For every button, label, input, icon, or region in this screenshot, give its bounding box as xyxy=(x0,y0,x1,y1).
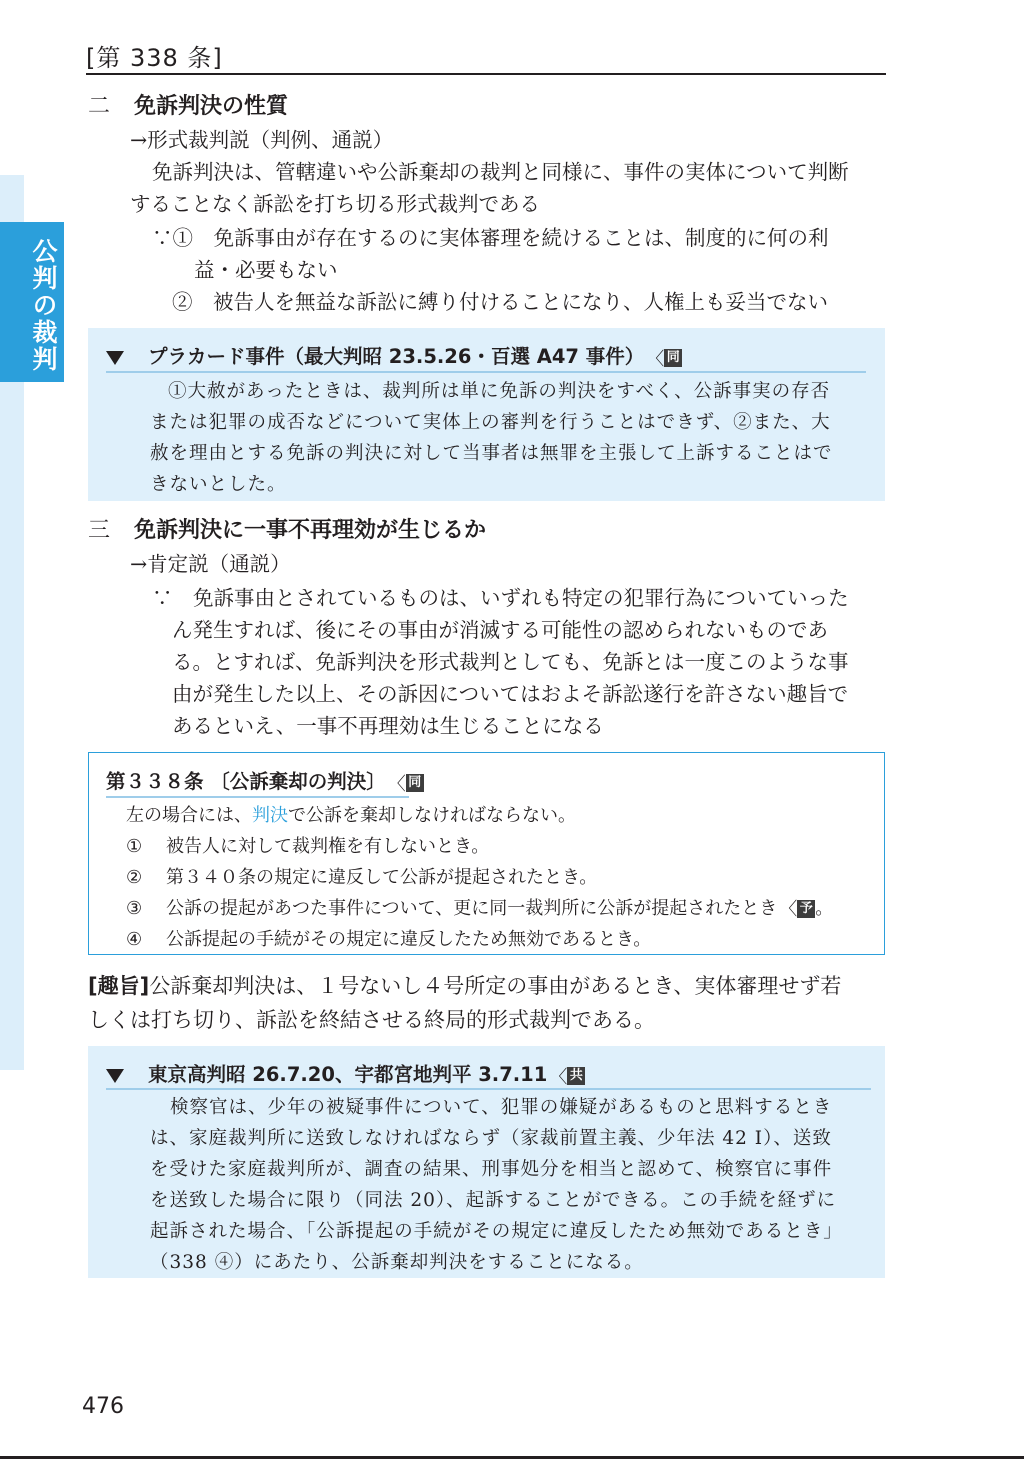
statute-item: ③ 公訴の提起があつた事件について、更に同一裁判所に公訴が提起されたとき 〈 予 。 xyxy=(126,893,833,925)
text-line: ん発生すれば、後にその事由が消滅する可能性の認められないものであ xyxy=(172,618,828,642)
case-text-line: ①大赦があったときは、裁判所は単に免訴の判決をすべく、公訴事実の存否 xyxy=(168,381,831,402)
case-text-line: を送致した場合に限り（同法 20）、起訴することができる。この手続を経ずに xyxy=(150,1190,837,1211)
case-text-line: （338 ④）にあたり、公訴棄却判決をすることになる。 xyxy=(150,1252,644,1273)
text-line: 益・必要もない xyxy=(194,258,338,282)
text-line: ∵① 免訴事由が存在するのに実体審理を続けることは、制度的に何の利 xyxy=(152,226,829,250)
case-box xyxy=(88,1046,885,1278)
text-line: る。とすれば、免訴判決を形式裁判としても、免訴とは一度このような事 xyxy=(172,650,849,674)
text-line: ∵ 免訴事由とされているものは、いずれも特定の犯罪行為についていった xyxy=(152,586,849,610)
preparatory-badge-icon: 〈 予 xyxy=(779,894,815,925)
article-header: [第 338 条] xyxy=(86,44,223,72)
case-text-line: きないとした。 xyxy=(150,474,287,495)
statute-underline xyxy=(106,796,409,798)
text-line: ② 被告人を無益な訴訟に縛り付けることになり、人権上も妥当でない xyxy=(172,290,828,314)
text-line: 免訴判決は、管轄違いや公訴棄却の裁判と同様に、事件の実体について判断 xyxy=(152,160,849,184)
case-text-line: 起訴された場合、「公訴提起の手続がその規定に違反したため無効であるとき」 xyxy=(150,1221,843,1242)
page-number: 476 xyxy=(82,1394,124,1419)
case-text-line: 赦を理由とする免訴の判決に対して当事者は無罪を主張して上訴することはで xyxy=(150,443,833,464)
triangle-bullet-icon xyxy=(106,1069,124,1083)
header-rule xyxy=(86,73,886,75)
case-text-line: は、家庭裁判所に送致しなければならず（家裁前置主義、少年法 42 Ⅰ）、送致 xyxy=(150,1128,832,1149)
section-title: 免訴判決の性質 xyxy=(134,93,289,119)
statute-title: 第３３８条 〔公訴棄却の判決〕 〈 同 xyxy=(106,766,424,796)
triangle-bullet-icon xyxy=(106,351,124,365)
statute-item: ④ 公訴提起の手続がその規定に違反したため無効であるとき。 xyxy=(126,929,652,950)
case-underline xyxy=(106,371,866,373)
case-title: 東京高判昭 26.7.20、宇都宮地判平 3.7.11 〈 共 xyxy=(106,1059,585,1089)
purpose-line: しくは打ち切り、訴訟を終結させる終局的形式裁判である。 xyxy=(88,1008,655,1032)
purpose-label: [趣旨] xyxy=(88,974,150,998)
text-line: あるといえ、一事不再理効は生じることになる xyxy=(172,714,604,738)
text-line: 由が発生した以上、その訴因についてはおよそ訴訟遂行を許さない趣旨で xyxy=(172,682,849,706)
statute-item: ② 第３４０条の規定に違反して公訴が提起されたとき。 xyxy=(126,867,598,888)
side-tab-label: 公判の裁判 xyxy=(29,238,58,373)
section-number: 二 xyxy=(88,94,111,119)
case-text-line: を受けた家庭裁判所が、調査の結果、刑事処分を相当と認めて、検察官に事件 xyxy=(150,1159,833,1180)
case-box xyxy=(88,328,885,501)
text-line: →形式裁判説（判例、通説） xyxy=(130,128,394,152)
section-heading-2 xyxy=(88,90,288,123)
same-badge-icon: 〈 同 xyxy=(646,345,682,371)
section-title: 免訴判決に一事不再理効が生じるか xyxy=(134,517,487,543)
case-text-line: または犯罪の成否などについて実体上の審判を行うことはできず、②また、大 xyxy=(150,412,831,433)
case-underline xyxy=(106,1088,871,1090)
case-text-line: 検察官は、少年の被疑事件について、犯罪の嫌疑があるものと思料するとき xyxy=(170,1097,833,1118)
section-heading-3 xyxy=(88,514,486,547)
judgment-link[interactable]: 判決 xyxy=(252,805,288,826)
section-number: 三 xyxy=(88,518,111,543)
statute-item: ① 被告人に対して裁判権を有しないとき。 xyxy=(126,836,490,857)
case-title: プラカード事件（最大判昭 23.5.26・百選 A47 事件） 〈 同 xyxy=(106,341,682,371)
text-line: することなく訴訟を打ち切る形式裁判である xyxy=(130,192,540,216)
common-badge-icon: 〈 共 xyxy=(549,1063,585,1089)
same-badge-icon: 〈 同 xyxy=(388,770,424,796)
statute-box xyxy=(88,752,885,955)
purpose-line: [趣旨]公訴棄却判決は、１号ないし４号所定の事由があるとき、実体審理せず若 xyxy=(88,974,842,998)
statute-intro: 左の場合には、判決で公訴を棄却しなければならない。 xyxy=(126,805,576,826)
text-line: →肯定説（通説） xyxy=(130,552,291,576)
